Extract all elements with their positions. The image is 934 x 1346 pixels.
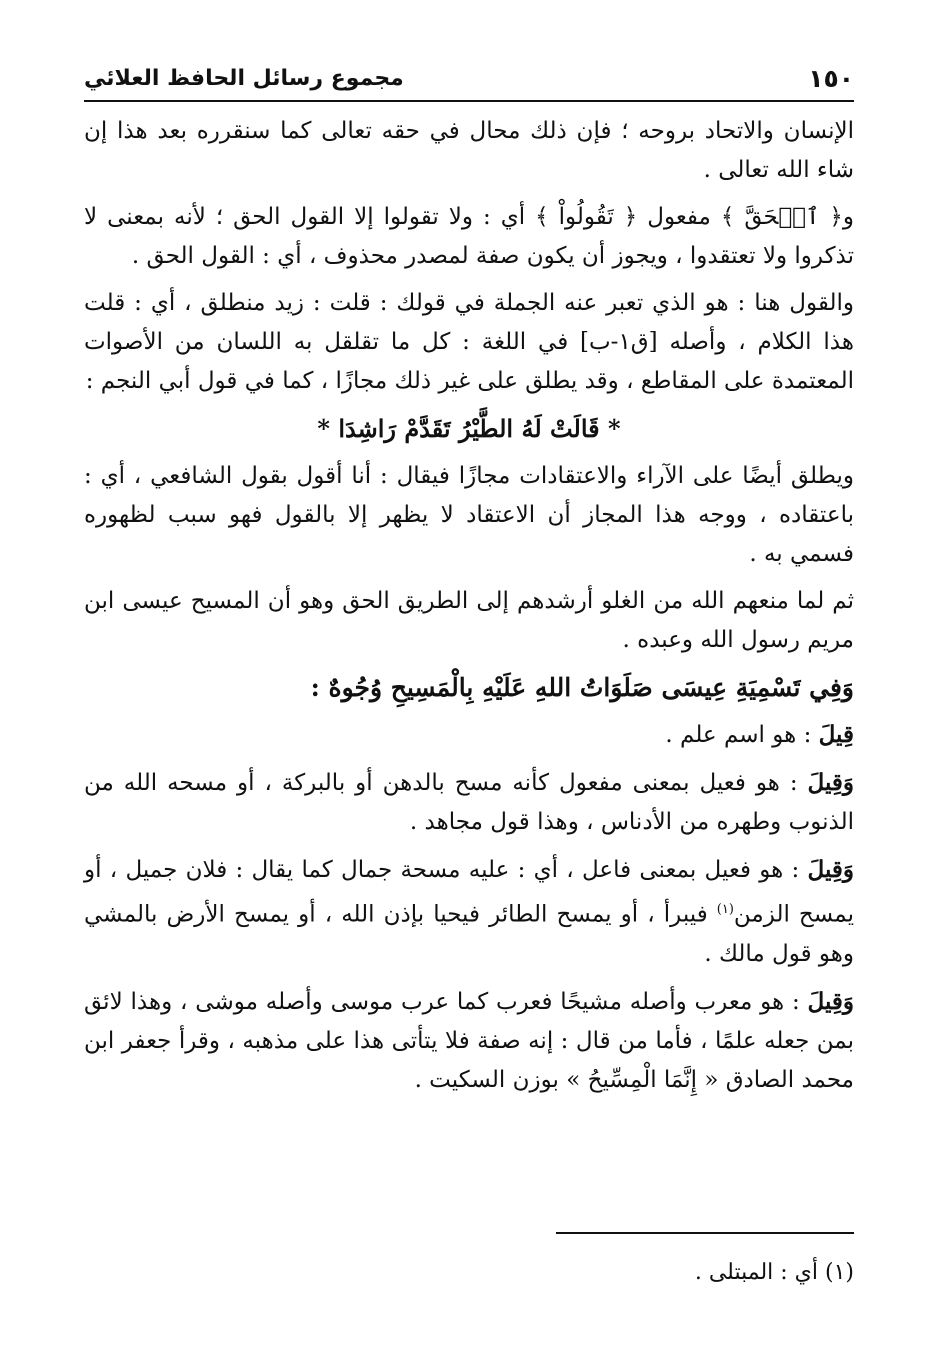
footnote-divider	[556, 1232, 854, 1234]
opinion-paragraph	[84, 715, 854, 755]
section-heading: وَفِي تَسْمِيَةِ عِيسَى صَلَوَاتُ اللهِ عَلَيْهِ بِالْمَسِيحِ وُجُوهٌ :	[310, 673, 854, 702]
footnote-marker: (١)	[716, 902, 734, 917]
running-title: مجموع رسائل الحافظ العلائي	[84, 65, 404, 91]
paragraph: و﴿ ٱلۡحَقَّ ﴾ مفعول ﴿ تَقُولُواْ ﴾ أي : ولا تقولوا إلا القول الحق ؛ لأنه بمعنى لا تذكروا ولا تعتقدوا ، ويجوز أن يكون صفة لمصدر محذوف ، أي : القول الحق .	[84, 204, 854, 269]
opinion-paragraph	[84, 982, 854, 1100]
opinion-paragraph	[84, 763, 854, 842]
page-body	[84, 112, 854, 1100]
page-number: ١٥٠	[808, 63, 854, 93]
paragraph: ثم لما منعهم الله من الغلو أرشدهم إلى الطريق الحق وهو أن المسيح عيسى ابن مريم رسول الله وعبده .	[84, 588, 854, 653]
opinion-lead: قِيلَ	[818, 721, 854, 748]
paragraph: والقول هنا : هو الذي تعبر عنه الجملة في قولك : قلت : زيد منطلق ، أي : قلت هذا الكلام ، وأصله [ق١-ب] في اللغة : كل ما تقلقل به اللسان من الأصوات المعتمدة على المقاطع ، وقد يطلق على غير ذلك مجازًا ، كما في قول أبي النجم :	[84, 290, 854, 394]
opinion-lead: وَقِيلَ	[807, 987, 854, 1015]
opinion-text: : هو اسم علم .	[665, 722, 819, 748]
book-page	[84, 56, 854, 1285]
poetry-verse: * قَالَتْ لَهُ الطَّيْرُ تَقَدَّمْ رَاشِدَا *	[317, 414, 621, 443]
paragraph: الإنسان والاتحاد بروحه ؛ فإن ذلك محال في حقه تعالى كما سنقرره بعد هذا إن شاء الله تعالى .	[84, 118, 854, 183]
opinion-text: : هو فعيل بمعنى مفعول كأنه مسح بالدهن أو بالبركة ، أو مسحه الله من الذنوب وطهره من الأدناس ، وهذا قول مجاهد .	[84, 770, 854, 835]
page-header	[84, 56, 854, 102]
opinion-lead: وَقِيلَ	[807, 856, 854, 883]
footnote: (١) أي : المبتلى .	[694, 1260, 854, 1285]
opinion-text-continued: فيبرأ ، أو يمسح الطائر فيحيا بإذن الله ، أو يمسح الأرض بالمشي وهو قول مالك .	[84, 901, 854, 967]
opinion-text: : هو فعيل بمعنى فاعل ، أي : عليه مسحة جمال كما يقال : فلان جميل ، أو يمسح الزمن	[84, 857, 854, 928]
opinion-paragraph	[84, 850, 854, 974]
opinion-text: : هو معرب وأصله مشيحًا فعرب كما عرب موسى وأصله موشى ، وهذا لائق بمن جعله علمًا ، فأما من قال : إنه صفة فلا يتأتى هذا على مذهبه ، وقرأ جعفر ابن محمد الصادق « إِنَّمَا الْمِسِّيحُ » بوزن السكيت .	[84, 988, 854, 1093]
opinion-lead: وَقِيلَ	[807, 769, 854, 796]
paragraph: ويطلق أيضًا على الآراء والاعتقادات مجازًا فيقال : أنا أقول بقول الشافعي ، أي : باعتقاده ، ووجه هذا المجاز أن الاعتقاد لا يظهر إلا بالقول فهو سبب لظهوره فسمي به .	[84, 463, 854, 567]
